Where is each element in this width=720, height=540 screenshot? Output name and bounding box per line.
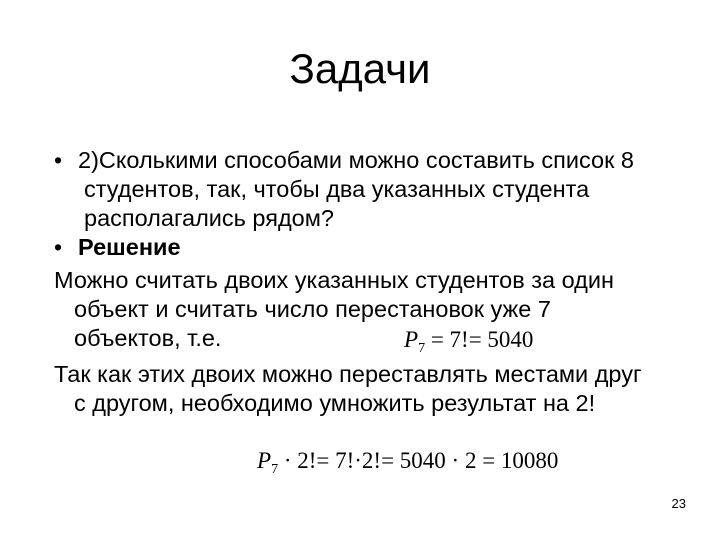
permutation-formula xyxy=(404,326,533,354)
formula1-var: P xyxy=(404,327,419,352)
task-line-1: 2)Сколькими способами можно составить список 8 xyxy=(78,147,634,173)
bullet-solution: • xyxy=(54,234,63,260)
solution-heading: Решение xyxy=(78,234,181,260)
explanation-line-1: Можно считать двоих указанных студентов за один xyxy=(54,267,614,293)
bullet-task: • xyxy=(54,147,63,173)
note-text xyxy=(54,360,642,418)
task-line-3: располагались рядом? xyxy=(84,205,334,231)
task-text xyxy=(78,146,634,233)
formula2-expr: · 2!= 7!·2!= 5040 · 2 = 10080 xyxy=(278,448,559,473)
formula1-sub: 7 xyxy=(418,341,426,356)
formula1-expr: = 7!= 5040 xyxy=(425,327,534,352)
formula2-var: P xyxy=(257,448,272,473)
note-line-1: Так как этих двоих можно переставлять местами друг xyxy=(54,361,642,387)
page-number: 23 xyxy=(671,496,686,511)
note-line-2: с другом, необходимо умножить результат на 2! xyxy=(74,390,596,416)
explanation-line-2: объект и считать число перестановок уже 7 xyxy=(74,296,551,322)
task-line-2: студентов, так, чтобы два указанных студента xyxy=(84,176,590,202)
slide-title: Задачи xyxy=(289,45,431,92)
explanation-line-3: объектов, т.е. xyxy=(74,325,222,351)
formula2-sub: 7 xyxy=(271,462,279,477)
result-formula xyxy=(257,447,558,475)
